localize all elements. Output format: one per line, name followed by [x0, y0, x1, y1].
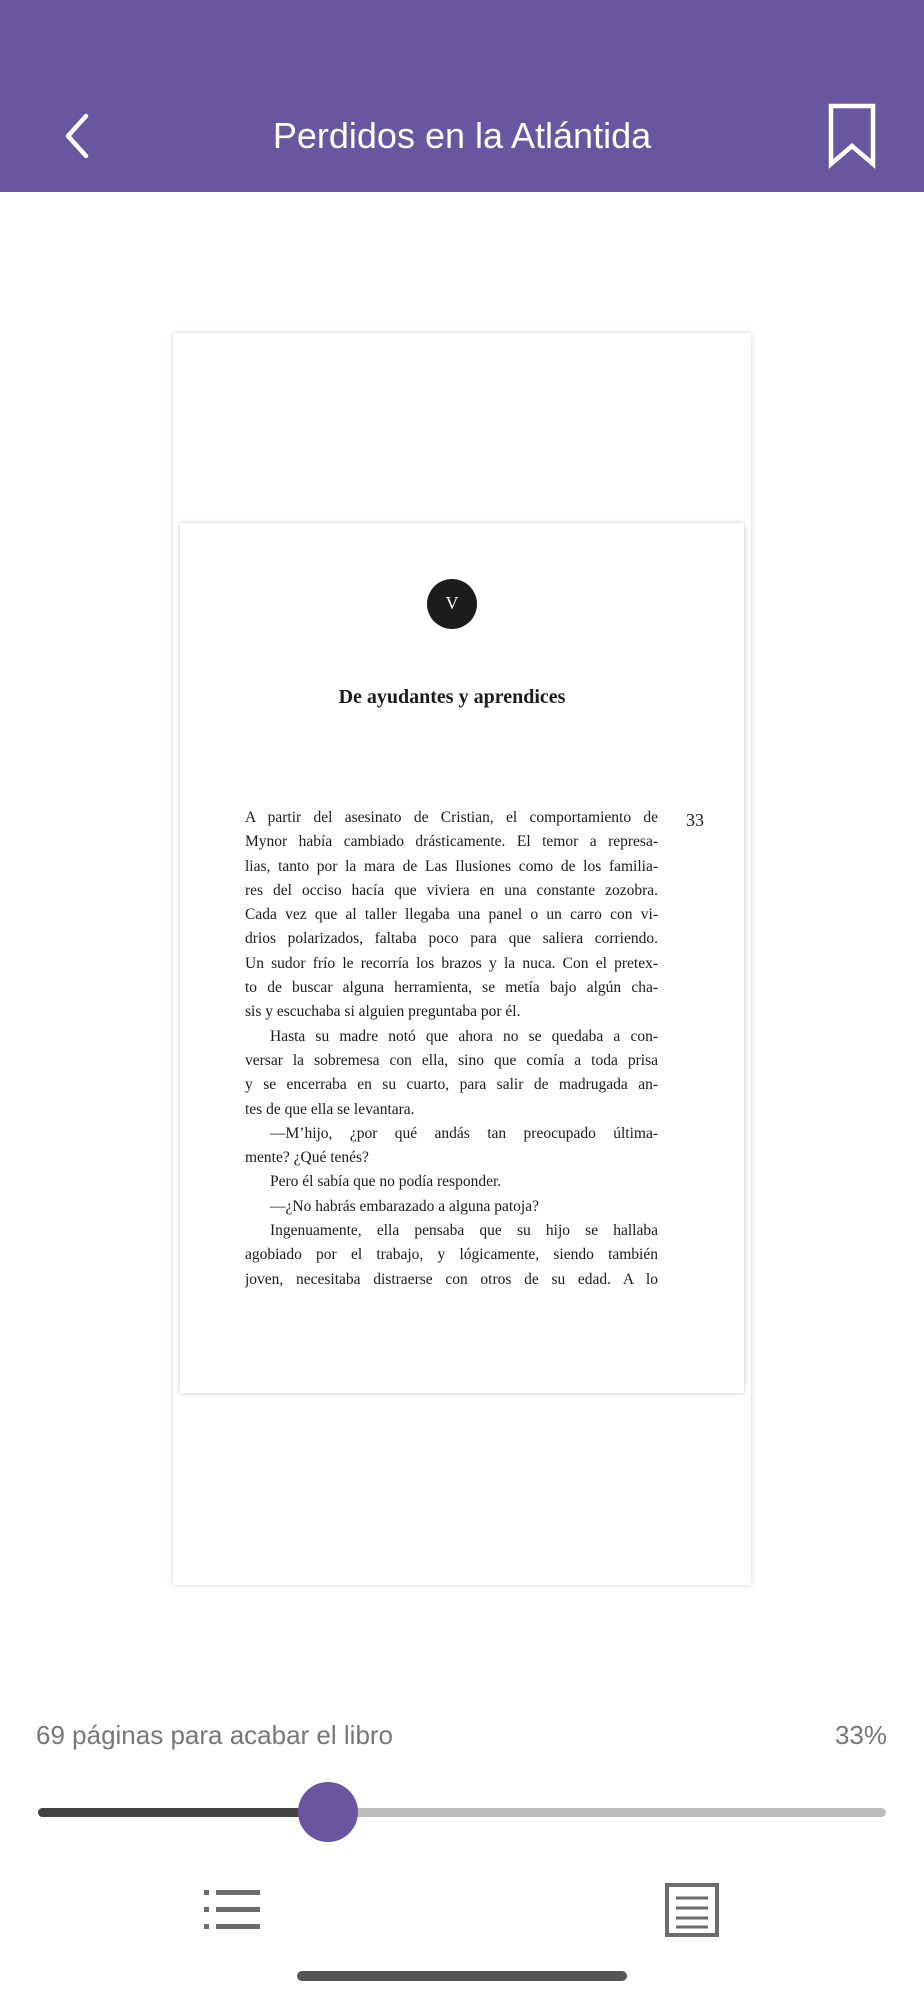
text-line: —M’hijo, ¿por qué andás tan preocupado última-	[270, 1124, 658, 1142]
chapter-number-badge: V	[427, 579, 477, 629]
bookmark-button[interactable]	[822, 102, 882, 170]
list-icon	[203, 1888, 261, 1932]
book-title: Perdidos en la Atlántida	[272, 115, 652, 156]
text-line: Ingenuamente, ella pensaba que su hijo se hallaba	[270, 1222, 658, 1240]
page-number: 33	[686, 810, 704, 830]
text-line: A partir del asesinato de Cristian, el comportamiento de	[245, 809, 658, 826]
text-line: to de buscar alguna herramienta, se metía bajo algún cha-	[245, 979, 658, 997]
text-line: lias, tanto por la mara de Las Ilusiones como de los familia-	[245, 857, 658, 875]
chevron-left-icon	[52, 106, 112, 166]
bookmark-icon	[822, 102, 882, 170]
chapter-title: De ayudantes y aprendices	[338, 686, 566, 708]
table-of-contents-button[interactable]	[203, 1888, 261, 1932]
text-line: Un sudor frío le recorría los brazos y la nuca. Con el pretex-	[245, 954, 658, 972]
text-line: Mynor había cambiado drásticamente. El temor a represa-	[245, 833, 658, 851]
home-indicator	[297, 1971, 627, 1981]
page-body-text	[245, 806, 658, 1292]
text-line: Hasta su madre notó que ahora no se quedaba a con-	[270, 1027, 658, 1045]
text-line: mente? ¿Qué tenés?	[245, 1149, 369, 1167]
text-line: Cada vez que al taller llegaba una panel o un carro con vi-	[245, 906, 658, 924]
text-line: tes de que ella se levantara.	[245, 1100, 415, 1118]
slider-thumb[interactable]	[298, 1782, 358, 1842]
page-view-button[interactable]	[664, 1882, 720, 1938]
text-line: y se encerraba en su cuarto, para salir de madrugada an-	[245, 1076, 658, 1094]
text-line: —¿No habrás embarazado a alguna patoja?	[270, 1197, 539, 1215]
text-line: Pero él sabía que no podía responder.	[270, 1173, 502, 1191]
reading-progress-slider[interactable]	[38, 1808, 886, 1817]
pages-remaining-label: 69 páginas para acabar el libro	[36, 1720, 394, 1750]
text-line: versar la sobremesa con ella, sino que comía a toda prisa	[245, 1051, 658, 1069]
text-line: agobiado por el trabajo, y lógicamente, siendo también	[245, 1246, 658, 1264]
page-view-icon	[664, 1882, 720, 1938]
text-line: sis y escuchaba si alguien preguntaba por él.	[245, 1003, 521, 1021]
text-line: drios polarizados, faltaba poco para que saliera corriendo.	[245, 930, 658, 948]
text-line: joven, necesitaba distraerse con otros de su edad. A lo	[245, 1270, 658, 1288]
back-button[interactable]	[52, 106, 112, 166]
text-line: res del occiso hacía que viviera en una constante zozobra.	[245, 881, 658, 899]
slider-fill	[38, 1808, 328, 1817]
progress-percent-label: 33%	[834, 1720, 887, 1750]
top-app-bar	[0, 0, 924, 192]
